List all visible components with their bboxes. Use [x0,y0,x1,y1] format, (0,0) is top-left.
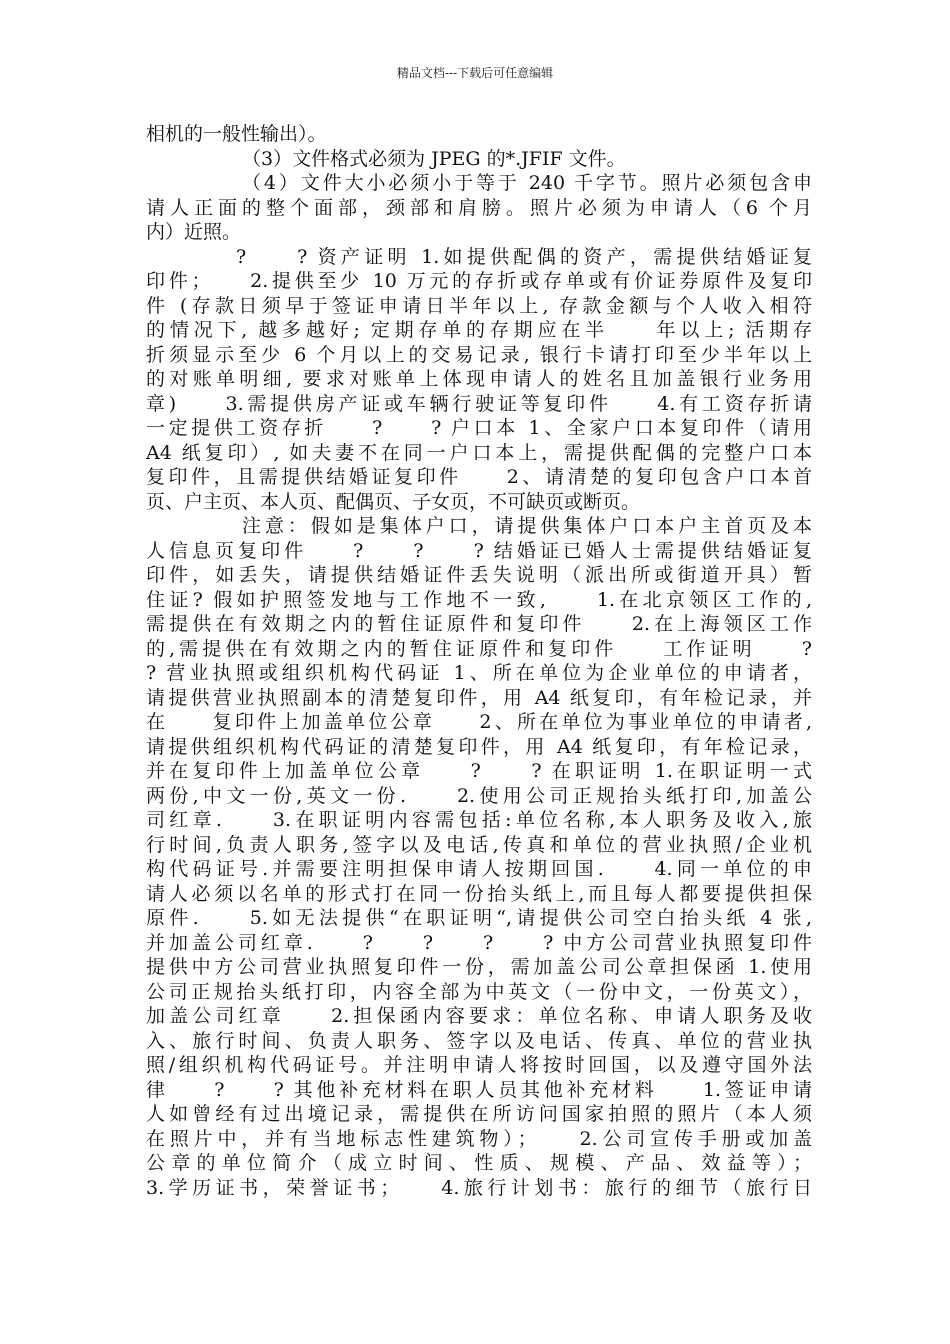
text-line: 司红章. 3.在职证明内容需包括:单位名称,本人职务及收入,旅 [146,809,812,831]
text-line: 相机的一般性输出）。 [146,123,327,145]
text-line: 在 复印件上加盖单位公章 2、所在单位为事业单位的申请者, [146,711,812,733]
text-line: 的,需提供在有效期之内的暂住证原件和复印件 工作证明 ? [146,637,812,660]
text-line: 请提供组织机构代码证的清楚复印件，用 A4 纸复印，有年检记录， [146,735,812,758]
text-line: 3.学历证书，荣誉证书； 4.旅行计划书：旅行的细节（旅行日 [146,1176,812,1199]
text-line: 内）近照。 [146,221,242,243]
page-header: 精品文档---下载后可任意编辑 [396,66,554,80]
text-line: 章) 3.需提供房产证或车辆行驶证等复印件 4.有工资存折请 [146,392,812,415]
text-line: 律 ? ? 其他补充材料在职人员其他补充材料 1.签证申请 [146,1078,812,1101]
text-line: ? ? 资产证明 1.如提供配偶的资产，需提供结婚证复 [236,245,812,268]
text-line: 并加盖公司红章. ? ? ? ? 中方公司营业执照复印件 [146,931,812,954]
text-line: 注意：假如是集体户口，请提供集体户口本户主首页及本 [242,515,812,537]
text-line: （4）文件大小必须小于等于 240 千字节。照片必须包含申 [242,172,812,194]
text-line: 请人必须以名单的形式打在同一份抬头纸上,而且每人都要提供担保 [146,882,812,905]
text-line: 折须显示至少 6 个月以上的交易记录, 银行卡请打印至少半年以上 [146,343,812,366]
text-line: 人如曾经有过出境记录，需提供在所访问国家拍照的照片（本人须 [146,1103,812,1125]
text-line: 印件，如丢失，请提供结婚证件丢失说明（派出所或街道开具）暂 [146,564,812,586]
text-line: 的对账单明细, 要求对账单上体现申请人的姓名且加盖银行业务用 [146,368,812,390]
text-line: 提供中方公司营业执照复印件一份，需加盖公司公章担保函 1.使用 [146,956,812,978]
text-line: 的情况下, 越多越好; 定期存单的存期应在半 年以上; 活期存 [146,319,812,341]
text-line: 照/组织机构代码证号。并注明申请人将按时回国，以及遵守国外法 [146,1054,812,1076]
text-line: 入、旅行时间、负责人职务、签字以及电话、传真、单位的营业执 [146,1029,812,1052]
text-line: 页、户主页、本人页、配偶页、子女页，不可缺页或断页。 [146,490,641,513]
document-body [146,122,812,1200]
text-line: ? 营业执照或组织机构代码证 1、所在单位为企业单位的申请者， [146,662,812,684]
text-line: 公司正规抬头纸打印，内容全部为中英文（一份中文，一份英文）， [146,980,812,1003]
text-line: 请人正面的整个面部，颈部和肩膀。照片必须为申请人（6 个月 [146,196,812,219]
text-line: 人信息页复印件 ? ? ? 结婚证已婚人士需提供结婚证复 [146,539,812,562]
text-line: 构代码证号.并需要注明担保申请人按期回国. 4.同一单位的申 [146,858,812,880]
text-line: 公章的单位简介（成立时间、性质、规模、产品、效益等）； [146,1152,812,1174]
text-line: 在照片中，并有当地标志性建筑物）； 2.公司宣传手册或加盖 [146,1127,812,1150]
text-line: A4 纸复印）, 如夫妻不在同一户口本上，需提供配偶的完整户口本 [146,441,812,464]
text-line: 一定提供工资存折 ? ? 户口本 1、全家户口本复印件（请用 [146,417,812,439]
text-line: 并在复印件上加盖单位公章 ? ? 在职证明 1.在职证明一式 [146,760,812,782]
text-line: 复印件，且需提供结婚证复印件 2、请清楚的复印包含户口本首 [146,466,812,488]
text-line: 加盖公司红章 2.担保函内容要求：单位名称、申请人职务及收 [146,1005,812,1027]
text-line: 住证? 假如护照签发地与工作地不一致, 1.在北京领区工作的, [146,588,812,611]
text-line: 原件. 5.如无法提供“在职证明“,请提供公司空白抬头纸 4 张, [146,907,812,929]
text-line: 请提供营业执照副本的清楚复印件，用 A4 纸复印，有年检记录，并 [146,686,812,709]
text-line: 两份,中文一份,英文一份. 2.使用公司正规抬头纸打印,加盖公 [146,784,812,807]
text-line: 印件； 2.提供至少 10 万元的存折或存单或有价证券原件及复印 [146,270,812,292]
text-line: （3）文件格式必须为 JPEG 的*.JFIF 文件。 [242,147,626,170]
text-line: 需提供在有效期之内的暂住证原件和复印件 2.在上海领区工作 [146,613,812,635]
text-line: 行时间,负责人职务,签字以及电话,传真和单位的营业执照/企业机 [146,833,812,856]
text-line: 件 (存款日须早于签证申请日半年以上, 存款金额与个人收入相符 [146,294,812,317]
